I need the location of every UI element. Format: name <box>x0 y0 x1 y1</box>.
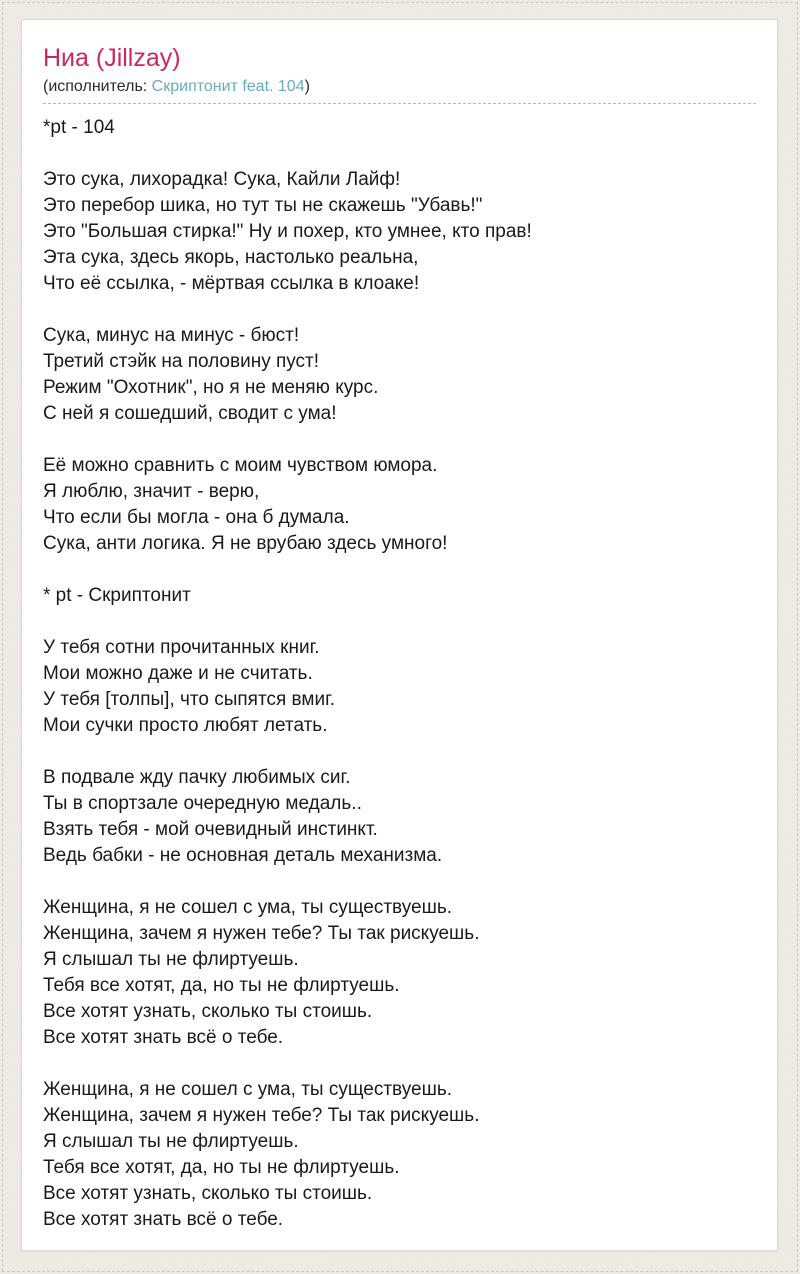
stanza <box>43 635 756 739</box>
lyric-line: Женщина, я не сошел с ума, ты существуешь. <box>43 896 452 918</box>
lyrics-text <box>43 115 756 1233</box>
stanza <box>43 115 756 141</box>
lyric-line: Мои можно даже и не считать. <box>43 662 313 684</box>
lyric-line: Сука, анти логика. Я не врубаю здесь умного! <box>43 532 448 554</box>
artist-line-prefix: (исполнитель: <box>43 77 152 95</box>
lyric-line: Её можно сравнить с моим чувством юмора. <box>43 454 438 476</box>
lyric-line: Эта сука, здесь якорь, настолько реальна, <box>43 246 419 268</box>
lyric-line: * pt - Скриптонит <box>43 584 191 606</box>
lyric-line: Тебя все хотят, да, но ты не флиртуешь. <box>43 974 400 996</box>
lyric-line: Это "Большая стирка!" Ну и похер, кто умнее, кто прав! <box>43 220 532 242</box>
lyric-line: Я слышал ты не флиртуешь. <box>43 948 299 970</box>
lyric-line: Все хотят узнать, сколько ты стоишь. <box>43 1000 373 1022</box>
lyric-line: Режим "Охотник", но я не меняю курс. <box>43 376 379 398</box>
stanza <box>43 453 756 557</box>
lyric-line: У тебя [толпы], что сыпятся вмиг. <box>43 688 335 710</box>
lyric-line: Женщина, зачем я нужен тебе? Ты так рискуешь. <box>43 922 480 944</box>
stanza <box>43 323 756 427</box>
stanza <box>43 167 756 297</box>
lyric-line: Это сука, лихорадка! Сука, Кайли Лайф! <box>43 168 401 190</box>
stanza <box>43 765 756 869</box>
lyric-line: Мои сучки просто любят летать. <box>43 714 328 736</box>
artist-line-suffix: ) <box>304 77 310 95</box>
lyric-line: Взять тебя - мой очевидный инстинкт. <box>43 818 378 840</box>
lyric-line: Что если бы могла - она б думала. <box>43 506 350 528</box>
lyric-line: Ты в спортзале очередную медаль.. <box>43 792 362 814</box>
lyric-line: Все хотят знать всё о тебе. <box>43 1208 284 1230</box>
lyric-line: Тебя все хотят, да, но ты не флиртуешь. <box>43 1156 400 1178</box>
lyric-line: Женщина, зачем я нужен тебе? Ты так рискуешь. <box>43 1104 480 1126</box>
lyric-line: Я слышал ты не флиртуешь. <box>43 1130 299 1152</box>
lyric-line: В подвале жду пачку любимых сиг. <box>43 766 351 788</box>
stanza <box>43 895 756 1051</box>
lyric-line: Сука, минус на минус - бюст! <box>43 324 300 346</box>
lyrics-card <box>21 19 778 1251</box>
lyric-line: Женщина, я не сошел с ума, ты существуешь. <box>43 1078 452 1100</box>
lyric-line: *pt - 104 <box>43 116 115 138</box>
lyric-line: Все хотят узнать, сколько ты стоишь. <box>43 1182 373 1204</box>
artist-line <box>43 77 756 104</box>
lyric-line: Ведь бабки - не основная деталь механизма. <box>43 844 443 866</box>
lyric-line: У тебя сотни прочитанных книг. <box>43 636 320 658</box>
lyric-line: Все хотят знать всё о тебе. <box>43 1026 284 1048</box>
lyric-line: Что её ссылка, - мёртвая ссылка в клоаке! <box>43 272 420 294</box>
song-title: Ниа (Jillzay) <box>43 44 181 72</box>
stanza <box>43 1077 756 1233</box>
lyric-line: С ней я сошедший, сводит с ума! <box>43 402 337 424</box>
stanza <box>43 583 756 609</box>
lyric-line: Третий стэйк на половину пуст! <box>43 350 320 372</box>
lyric-line: Я люблю, значит - верю, <box>43 480 260 502</box>
lyric-line: Это перебор шика, но тут ты не скажешь "Убавь!" <box>43 194 483 216</box>
artist-link[interactable]: Скриптонит feat. 104 <box>151 77 305 95</box>
